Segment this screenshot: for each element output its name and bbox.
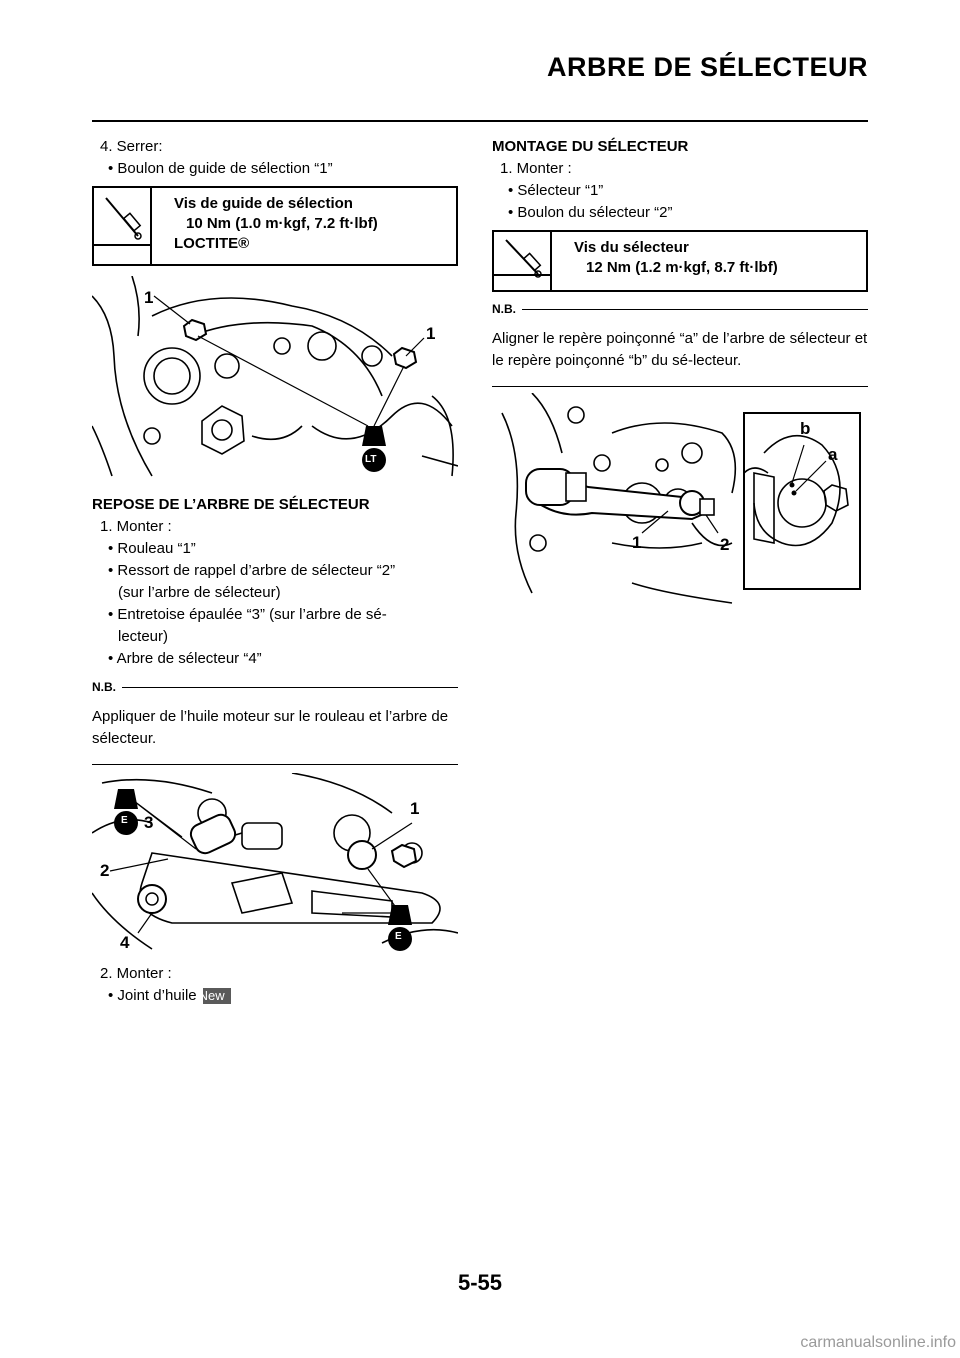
bullet-ressort-cont: (sur l’arbre de sélecteur) xyxy=(118,584,281,601)
bullet-entretoise: • Entretoise épaulée “3” (sur l’arbre de sé- xyxy=(108,606,387,623)
lt-badge: LT xyxy=(365,454,377,465)
bullet-entretoise-cont: lecteur) xyxy=(118,628,169,645)
note-text: Appliquer de l’huile moteur sur le rouleau et l’arbre de sélecteur. xyxy=(92,708,449,747)
step-4-bullet: • Boulon de guide de sélection “1” xyxy=(108,160,333,177)
step-2-bullet xyxy=(98,985,458,1007)
spec-loctite: LOCTITE® xyxy=(174,235,250,252)
illustration-guide-bolt xyxy=(92,276,458,488)
selector-mount-drawing xyxy=(492,393,868,609)
step-4: 4. Serrer: xyxy=(100,138,163,155)
step-2: 2. Monter : xyxy=(100,965,172,982)
spec-value-right: 12 Nm (1.2 m·kgf, 8.7 ft·lbf) xyxy=(586,259,778,276)
note-header-right xyxy=(492,302,868,316)
note-end-rule-right xyxy=(492,386,868,387)
spec-name-right: Vis du sélecteur xyxy=(574,239,689,256)
callout-3: 3 xyxy=(144,813,154,832)
section-heading-montage: MONTAGE DU SÉLECTEUR xyxy=(492,138,689,155)
title-rule xyxy=(92,120,868,122)
illustration-selector-mount xyxy=(492,393,868,609)
right-column xyxy=(492,136,868,609)
torque-spec-text xyxy=(152,188,388,264)
e-badge-bottom: E xyxy=(395,931,402,942)
torque-wrench-icon xyxy=(94,188,150,248)
bullet-selecteur: • Sélecteur “1” xyxy=(508,182,604,199)
spec-name: Vis de guide de sélection xyxy=(174,195,353,212)
shift-shaft-drawing xyxy=(92,773,458,953)
torque-wrench-icon-cell-right xyxy=(494,232,552,290)
new-badge: New xyxy=(203,988,231,1004)
callout-1: 1 xyxy=(410,799,420,818)
section-heading-repose: REPOSE DE L’ARBRE DE SÉLECTEUR xyxy=(92,496,370,513)
torque-spec-box xyxy=(92,186,458,266)
note-header xyxy=(92,680,458,694)
callout-2: 2 xyxy=(100,861,110,880)
torque-spec-box-right xyxy=(492,230,868,292)
watermark: carmanualsonline.info xyxy=(800,1334,956,1351)
note-end-rule xyxy=(92,764,458,765)
note-label-right: N.B. xyxy=(492,302,516,316)
left-column xyxy=(92,136,458,1007)
callout-mark-a: a xyxy=(828,445,838,464)
bullet-ressort: • Ressort de rappel d’arbre de sélecteur “2” xyxy=(108,562,396,579)
torque-spec-text-right xyxy=(552,232,788,290)
page-number: 5-55 xyxy=(457,1270,503,1295)
bullet-arbre: • Arbre de sélecteur “4” xyxy=(108,650,262,667)
callout-4: 4 xyxy=(120,933,130,952)
spec-value: 10 Nm (1.0 m·kgf, 7.2 ft·lbf) xyxy=(186,215,378,232)
right-step-1: 1. Monter : xyxy=(500,160,572,177)
note-label: N.B. xyxy=(92,680,116,694)
bullet-boulon: • Boulon du sélecteur “2” xyxy=(508,204,673,221)
callout-1a: 1 xyxy=(144,288,154,307)
illustration-shift-shaft xyxy=(92,773,458,953)
callout-mark-b: b xyxy=(800,419,811,438)
step-1: 1. Monter : xyxy=(100,518,172,535)
note-text-right: Aligner le repère poinçonné “a” de l’arbre de sélecteur et le repère poinçonné “b” du sé-lecteur. xyxy=(492,330,868,369)
page-title: ARBRE DE SÉLECTEUR xyxy=(546,52,868,82)
callout-bolt-2: 2 xyxy=(720,535,730,554)
bullet-rouleau: • Rouleau “1” xyxy=(108,540,196,557)
callout-1b: 1 xyxy=(426,324,436,343)
callout-selector-1: 1 xyxy=(632,533,642,552)
oil-seal-label: • Joint d’huile xyxy=(108,987,197,1004)
e-badge-top: E xyxy=(121,815,128,826)
torque-wrench-icon-cell xyxy=(94,188,152,264)
